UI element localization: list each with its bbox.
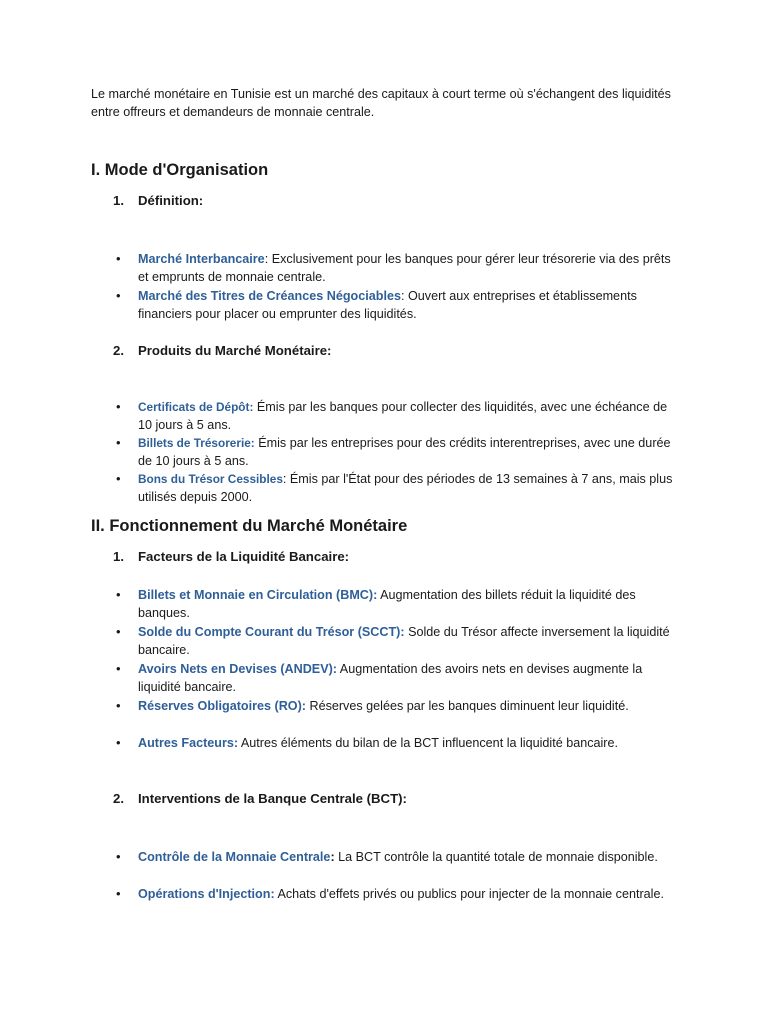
item-label: Opérations d'Injection:: [138, 887, 275, 901]
bullet-icon: •: [116, 251, 121, 266]
list-item: [113, 660, 673, 696]
bullet-icon: •: [116, 587, 121, 602]
subheading-title: Interventions de la Banque Centrale (BCT):: [138, 791, 407, 806]
subheading-number: 1.: [113, 549, 124, 564]
subheading-title: Produits du Marché Monétaire:: [138, 343, 332, 358]
item-text: Ouvert aux entreprises et établissements financiers pour placer ou emprunter des liquidités.: [138, 289, 637, 321]
list-item: [113, 287, 673, 323]
list-item: [113, 470, 673, 506]
list-item: [113, 734, 693, 752]
item-text: Augmentation des avoirs nets en devises augmente la liquidité bancaire.: [138, 662, 643, 694]
section-1-subheading-2: [113, 342, 331, 360]
subheading-number: 2.: [113, 791, 124, 806]
list-item: [113, 586, 673, 622]
intro-paragraph: Le marché monétaire en Tunisie est un marché des capitaux à court terme où s'échangent des liquidités entre offreurs et demandeurs de monnaie centrale.: [91, 87, 671, 119]
subheading-number: 1.: [113, 193, 124, 208]
item-text: Augmentation des billets réduit la liquidité des banques.: [138, 588, 636, 620]
item-text: Émis par les entreprises pour des crédits interentreprises, avec une durée de 10 jours à 5 ans.: [138, 436, 671, 468]
item-separator: :: [249, 400, 254, 414]
item-label: Billets et Monnaie en Circulation (BMC):: [138, 588, 378, 602]
item-text: Émis par les banques pour collecter des liquidités, avec une échéance de 10 jours à 5 ans.: [138, 400, 668, 432]
list-item: [113, 885, 673, 903]
section-1-heading: I. Mode d'Organisation: [91, 161, 269, 179]
item-text: Réserves gelées par les banques diminuent leur liquidité.: [305, 699, 629, 713]
item-label: Contrôle de la Monnaie Centrale: [138, 850, 331, 864]
item-text: Autres éléments du bilan de la BCT influencent la liquidité bancaire.: [238, 736, 619, 750]
list-item: [113, 623, 673, 659]
subheading-title: Définition:: [138, 193, 204, 208]
item-label: Solde du Compte Courant du Trésor (SCCT):: [138, 625, 405, 639]
section-1-subheading-1: [113, 192, 203, 210]
bullet-icon: •: [116, 399, 121, 414]
bullet-icon: •: [116, 288, 121, 303]
bullet-icon: •: [116, 886, 121, 901]
item-label: Autres Facteurs:: [138, 736, 239, 750]
item-separator: :: [400, 289, 405, 303]
list-item: [113, 398, 673, 434]
item-label: Bons du Trésor Cessibles: [138, 472, 283, 486]
subheading-number: 2.: [113, 343, 124, 358]
item-separator: :: [282, 472, 287, 486]
item-label: Certificats de Dépôt: [138, 400, 250, 414]
item-separator: :: [330, 850, 335, 864]
list-item: [113, 250, 673, 286]
bullet-icon: •: [116, 471, 121, 486]
item-text: La BCT contrôle la quantité totale de monnaie disponible.: [334, 850, 658, 864]
section-2-heading: II. Fonctionnement du Marché Monétaire: [91, 517, 408, 535]
item-label: Réserves Obligatoires (RO):: [138, 699, 306, 713]
list-item: [113, 434, 673, 470]
item-separator: :: [250, 436, 255, 450]
item-text: Exclusivement pour les banques pour gérer leur trésorerie via des prêts et emprunts de monnaie centrale.: [138, 252, 671, 284]
bullet-icon: •: [116, 698, 121, 713]
item-label: Marché Interbancaire: [138, 252, 265, 266]
item-text: Achats d'effets privés ou publics pour injecter de la monnaie centrale.: [274, 887, 664, 901]
bullet-icon: •: [116, 624, 121, 639]
item-text: Émis par l'État pour des périodes de 13 semaines à 7 ans, mais plus utilisés depuis 2000.: [138, 472, 673, 504]
section-2-subheading-2: [113, 790, 407, 808]
item-label: Billets de Trésorerie: [138, 436, 251, 450]
bullet-icon: •: [116, 735, 121, 750]
list-item: [113, 697, 673, 715]
bullet-icon: •: [116, 435, 121, 450]
section-2-subheading-1: [113, 548, 349, 566]
item-text: Solde du Trésor affecte inversement la liquidité bancaire.: [138, 625, 670, 657]
list-item: [113, 848, 673, 866]
item-separator: :: [264, 252, 269, 266]
subheading-title: Facteurs de la Liquidité Bancaire:: [138, 549, 350, 564]
item-label: Marché des Titres de Créances Négociables: [138, 289, 401, 303]
bullet-icon: •: [116, 849, 121, 864]
item-label: Avoirs Nets en Devises (ANDEV):: [138, 662, 337, 676]
bullet-icon: •: [116, 661, 121, 676]
